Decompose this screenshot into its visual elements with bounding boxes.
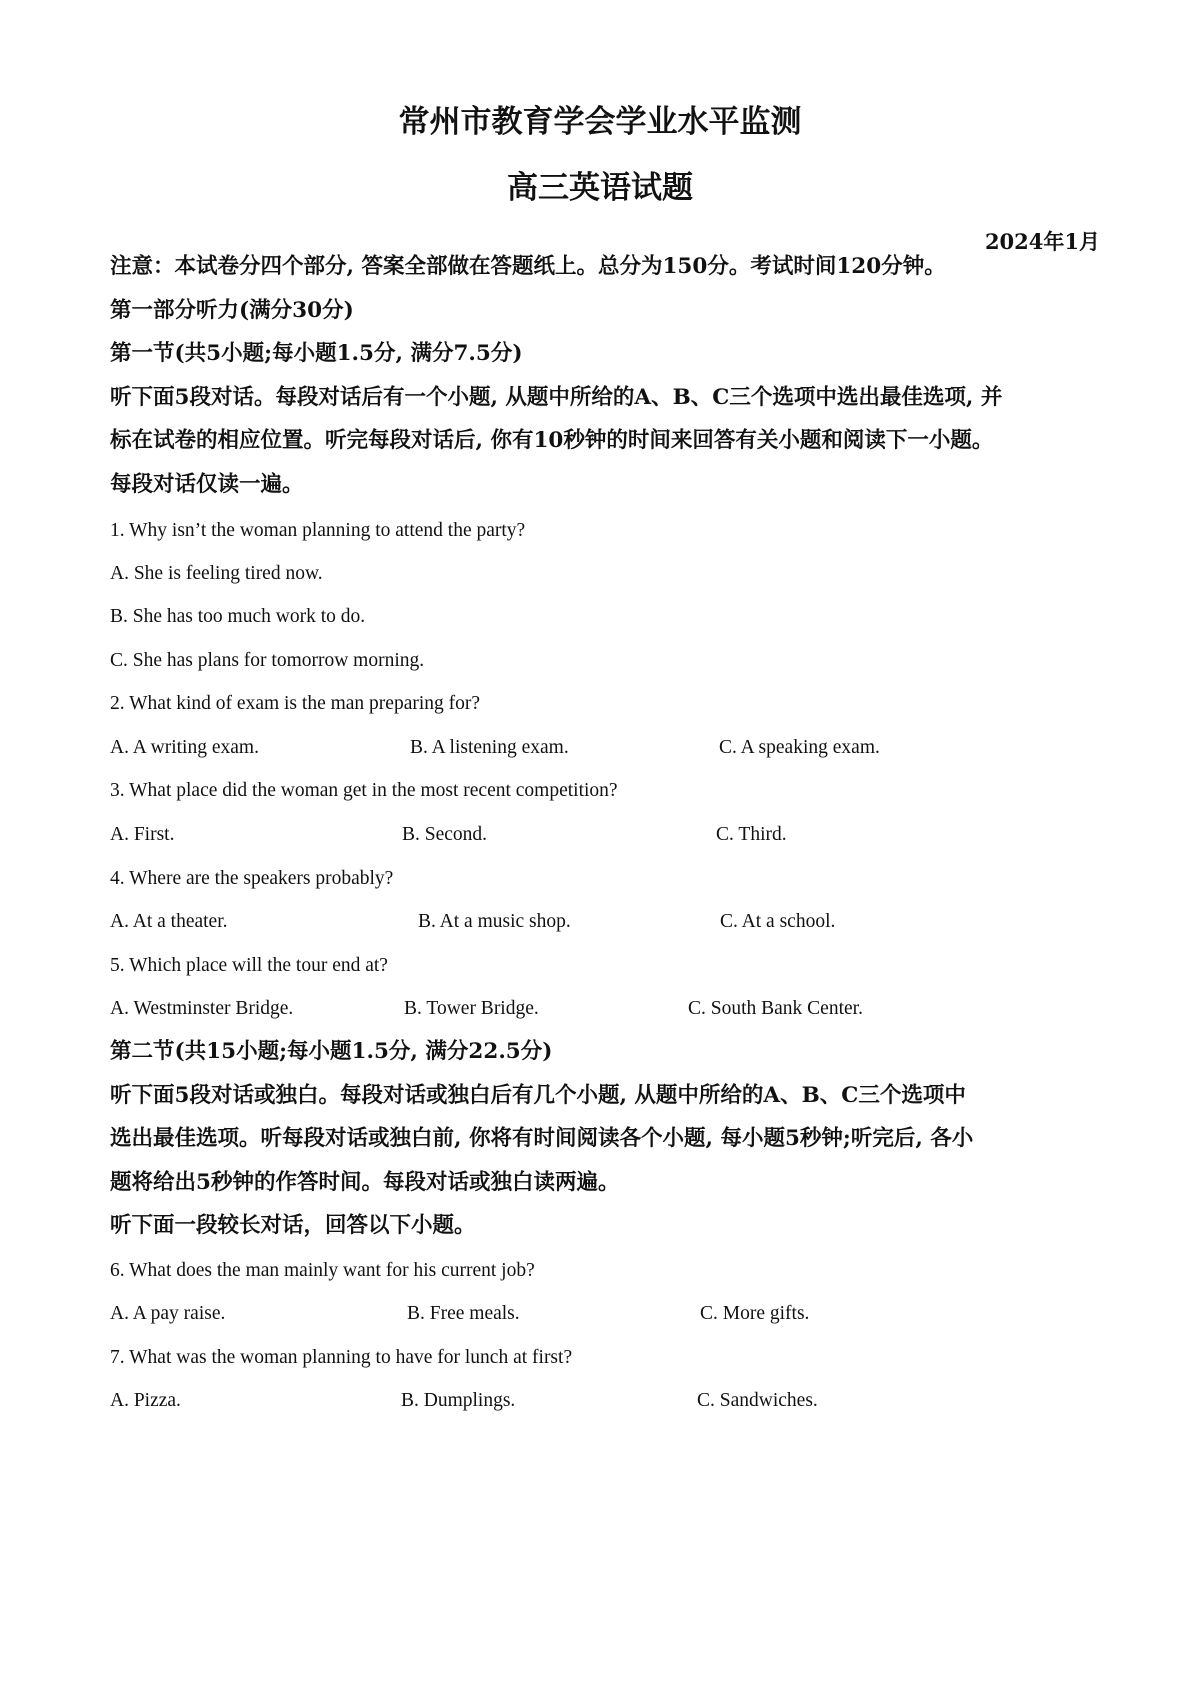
question-options-row xyxy=(0,735,1200,761)
question-options-row xyxy=(0,822,1200,848)
question-option: A. First. xyxy=(110,824,175,845)
question-options-row xyxy=(0,909,1200,935)
question-option: A. A writing exam. xyxy=(110,737,259,758)
question-option: A. She is feeling tired now. xyxy=(110,563,323,584)
question-option: C. At a school. xyxy=(720,911,836,932)
question-option: B. Second. xyxy=(402,824,488,845)
question-stem: 6. What does the man mainly want for his current job? xyxy=(110,1260,535,1281)
exam-title: 常州市教育学会学业水平监测 xyxy=(398,104,802,140)
question-option: B. At a music shop. xyxy=(418,911,571,932)
question-option: A. At a theater. xyxy=(110,911,228,932)
notice-text: 注意：本试卷分四个部分, 答案全部做在答题纸上。总分为150分。考试时间120分钟。 xyxy=(110,254,946,279)
section2-heading: 第二节(共15小题;每小题1.5分, 满分22.5分) xyxy=(110,1039,553,1064)
question-option: B. Free meals. xyxy=(407,1303,520,1324)
question-option: B. Dumplings. xyxy=(401,1390,516,1411)
exam-subtitle: 高三英语试题 xyxy=(507,170,693,206)
question-options-row xyxy=(0,1388,1200,1414)
question-stem: 4. Where are the speakers probably? xyxy=(110,868,394,889)
question-option: B. Tower Bridge. xyxy=(404,998,539,1019)
question-option: C. Sandwiches. xyxy=(697,1390,818,1411)
section1-instruction-line: 每段对话仅读一遍。 xyxy=(110,472,304,497)
question-options-row xyxy=(0,996,1200,1022)
question-stem: 1. Why isn’t the woman planning to attend the party? xyxy=(110,520,526,541)
question-option: A. A pay raise. xyxy=(110,1303,226,1324)
question-stem: 3. What place did the woman get in the most recent competition? xyxy=(110,780,618,801)
section1-instruction-line: 听下面5段对话。每段对话后有一个小题, 从题中所给的A、B、C三个选项中选出最佳选项, 并 xyxy=(110,385,1003,410)
question-option: A. Westminster Bridge. xyxy=(110,998,294,1019)
section2-instruction-line: 选出最佳选项。听每段对话或独白前, 你将有时间阅读各个小题, 每小题5秒钟;听完后, 各小 xyxy=(110,1126,974,1151)
section1-instruction-line: 标在试卷的相应位置。听完每段对话后, 你有10秒钟的时间来回答有关小题和阅读下一小题。 xyxy=(110,428,994,453)
section2-sub-instruction: 听下面一段较长对话，回答以下小题。 xyxy=(110,1213,476,1238)
question-options-row xyxy=(0,1301,1200,1327)
section1-heading: 第一节(共5小题;每小题1.5分, 满分7.5分) xyxy=(110,341,523,366)
section2-instruction-line: 题将给出5秒钟的作答时间。每段对话或独白读两遍。 xyxy=(110,1170,620,1195)
exam-date: 2024年1月 xyxy=(984,229,1100,254)
question-option: C. More gifts. xyxy=(700,1303,810,1324)
question-option: A. Pizza. xyxy=(110,1390,181,1411)
question-stem: 2. What kind of exam is the man preparing for? xyxy=(110,693,481,714)
question-stem: 7. What was the woman planning to have for lunch at first? xyxy=(110,1347,573,1368)
section2-instruction-line: 听下面5段对话或独白。每段对话或独白后有几个小题, 从题中所给的A、B、C三个选项中 xyxy=(110,1083,966,1108)
question-option: C. South Bank Center. xyxy=(688,998,863,1019)
question-option: C. A speaking exam. xyxy=(719,737,880,758)
question-option: C. Third. xyxy=(716,824,787,845)
question-option: B. She has too much work to do. xyxy=(110,606,366,627)
question-option: B. A listening exam. xyxy=(410,737,569,758)
question-option: C. She has plans for tomorrow morning. xyxy=(110,650,425,671)
question-stem: 5. Which place will the tour end at? xyxy=(110,955,388,976)
part1-heading: 第一部分听力(满分30分) xyxy=(110,298,354,323)
